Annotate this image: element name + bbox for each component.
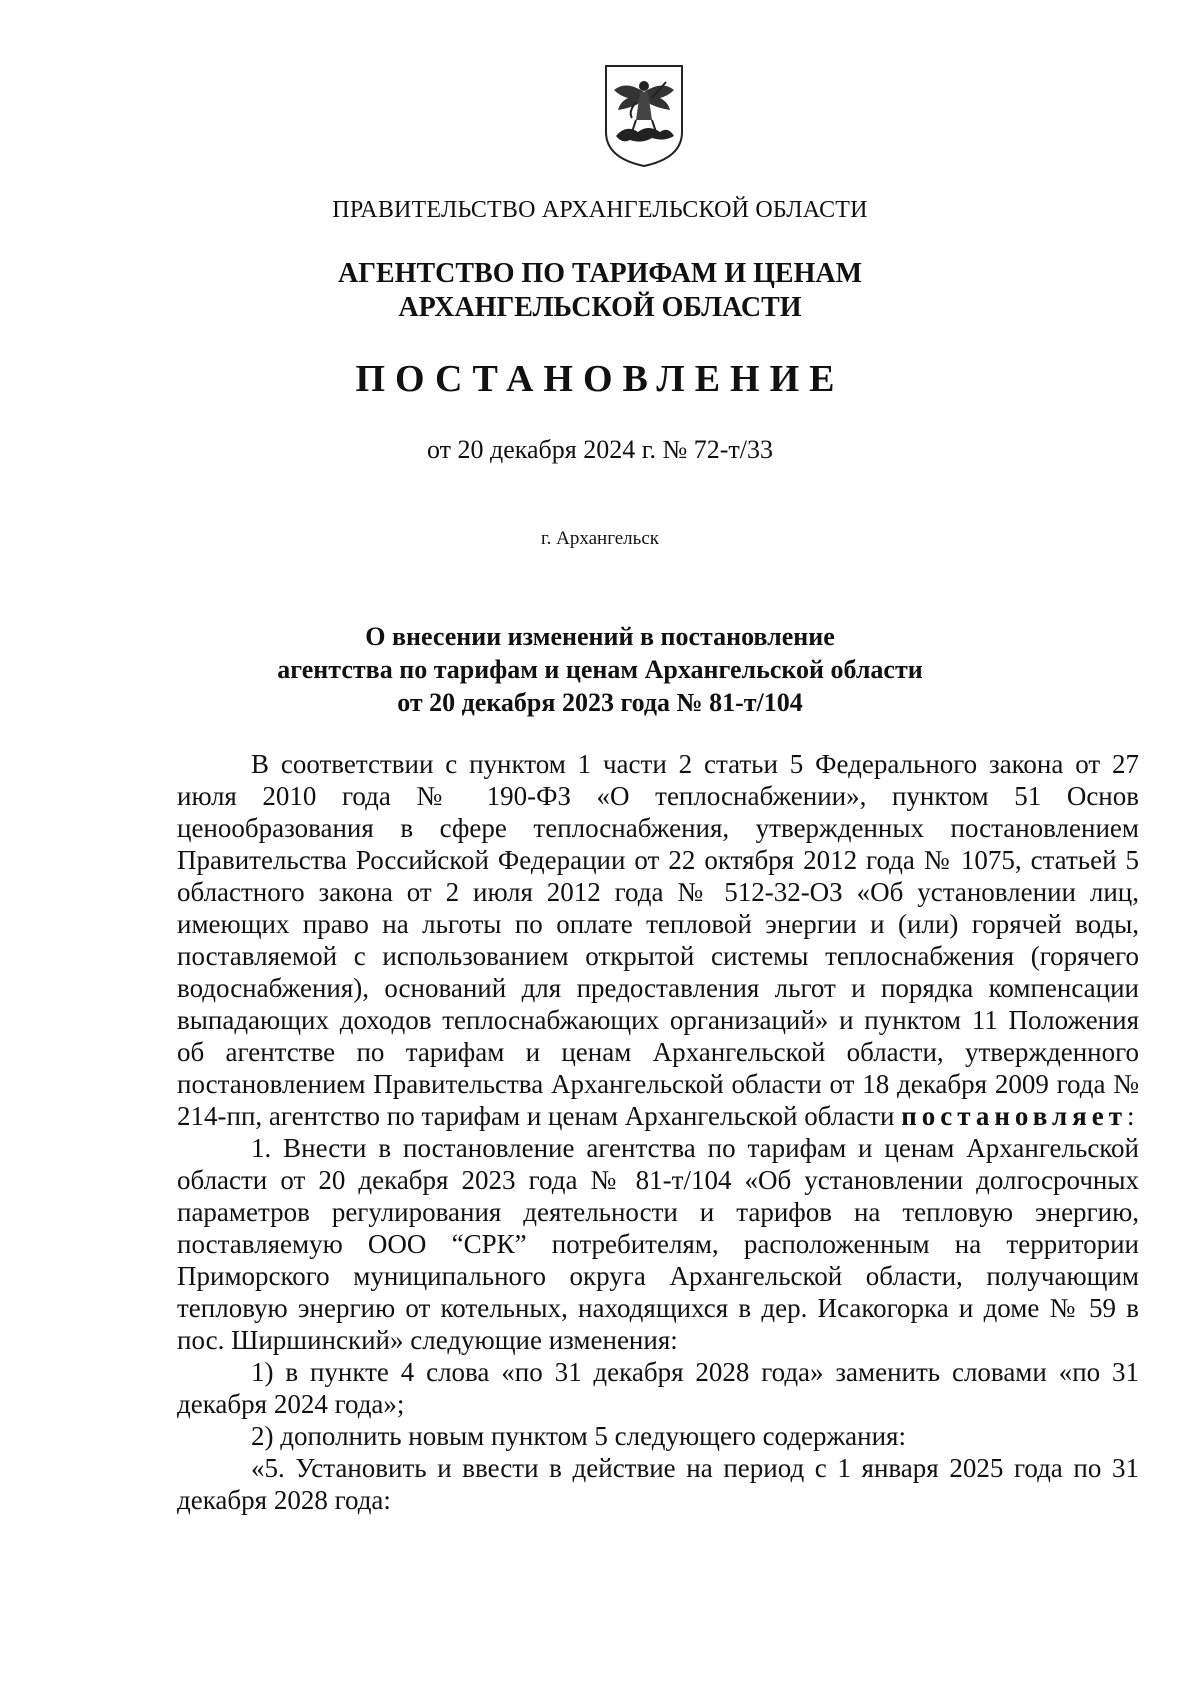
preamble-paragraph [177, 748, 1139, 1132]
subitem-2-paragraph: 2) дополнить новым пунктом 5 следующего содержания: [251, 1421, 906, 1451]
agency-name-line1: АГЕНТСТВО ПО ТАРИФАМ И ЦЕНАМ [337, 258, 863, 289]
agency-name [0, 257, 1200, 325]
document-number-date: от 20 декабря 2024 г. № 72-т/33 [426, 435, 774, 464]
item-1-paragraph: 1. Внести в постановление агентства по тарифам и ценам Архангельской области от 20 декабря 2023 года № 81-т/104 «Об установлении долгосрочных параметров регулирования деятельности и тарифов на тепловую энергию, поставляемую ООО “СРК” потребителям, расположенным на территории Приморского муниципального округа Архангельской области, получающим тепловую энергию от котельных, находящихся в дер. Исакогорка и доме № 59 в пос. Ширшинский» следующие изменения: [177, 1133, 1139, 1355]
resolves-colon: : [1126, 1101, 1135, 1131]
arkhangelsk-coat-of-arms-icon [602, 62, 686, 170]
document-subject [0, 620, 1200, 719]
preamble-text: В соответствии с пунктом 1 части 2 статьи 5 Федерального закона от 27 июля 2010 года № 190-ФЗ «О теплоснабжении», пунктом 51 Основ ценообразования в сфере теплоснабжения, утвержденных постановлением Правительства Российской Федерации от 22 октября 2012 года № 1075, статьей 5 областного закона от 2 июля 2012 года № 512-32-ОЗ «Об установлении лиц, имеющих право на льготы по оплате тепловой энергии и (или) горячей воды, поставляемой с использованием открытой системы теплоснабжения (горячего водоснабжения), оснований для предоставления льгот и порядка компенсации выпадающих доходов теплоснабжающих организаций» и пунктом 11 Положения об агентстве по тарифам и ценам Архангельской области, утвержденного постановлением Правительства Архангельской области от 18 декабря 2009 года № 214-пп, агентство по тарифам и ценам Архангельской области [177, 749, 1139, 1131]
subitem-1-paragraph: 1) в пункте 4 слова «по 31 декабря 2028 года» заменить словами «по 31 декабря 2024 года»; [177, 1357, 1139, 1419]
subject-line2: агентства по тарифам и ценам Архангельской области [277, 655, 923, 684]
document-type-title: ПОСТАНОВЛЕНИЕ [355, 358, 845, 400]
agency-name-line2: АРХАНГЕЛЬСКОЙ ОБЛАСТИ [398, 292, 802, 323]
subject-line3: от 20 декабря 2023 года № 81-т/104 [397, 688, 803, 717]
document-body [177, 748, 1139, 1516]
subject-line1: О внесении изменений в постановление [365, 622, 835, 651]
document-city: г. Архангельск [540, 528, 659, 549]
resolves-word: постановляет [901, 1101, 1127, 1131]
government-name: ПРАВИТЕЛЬСТВО АРХАНГЕЛЬСКОЙ ОБЛАСТИ [332, 197, 868, 223]
subitem-3-paragraph: «5. Установить и ввести в действие на период с 1 января 2025 года по 31 декабря 2028 года: [177, 1453, 1139, 1515]
